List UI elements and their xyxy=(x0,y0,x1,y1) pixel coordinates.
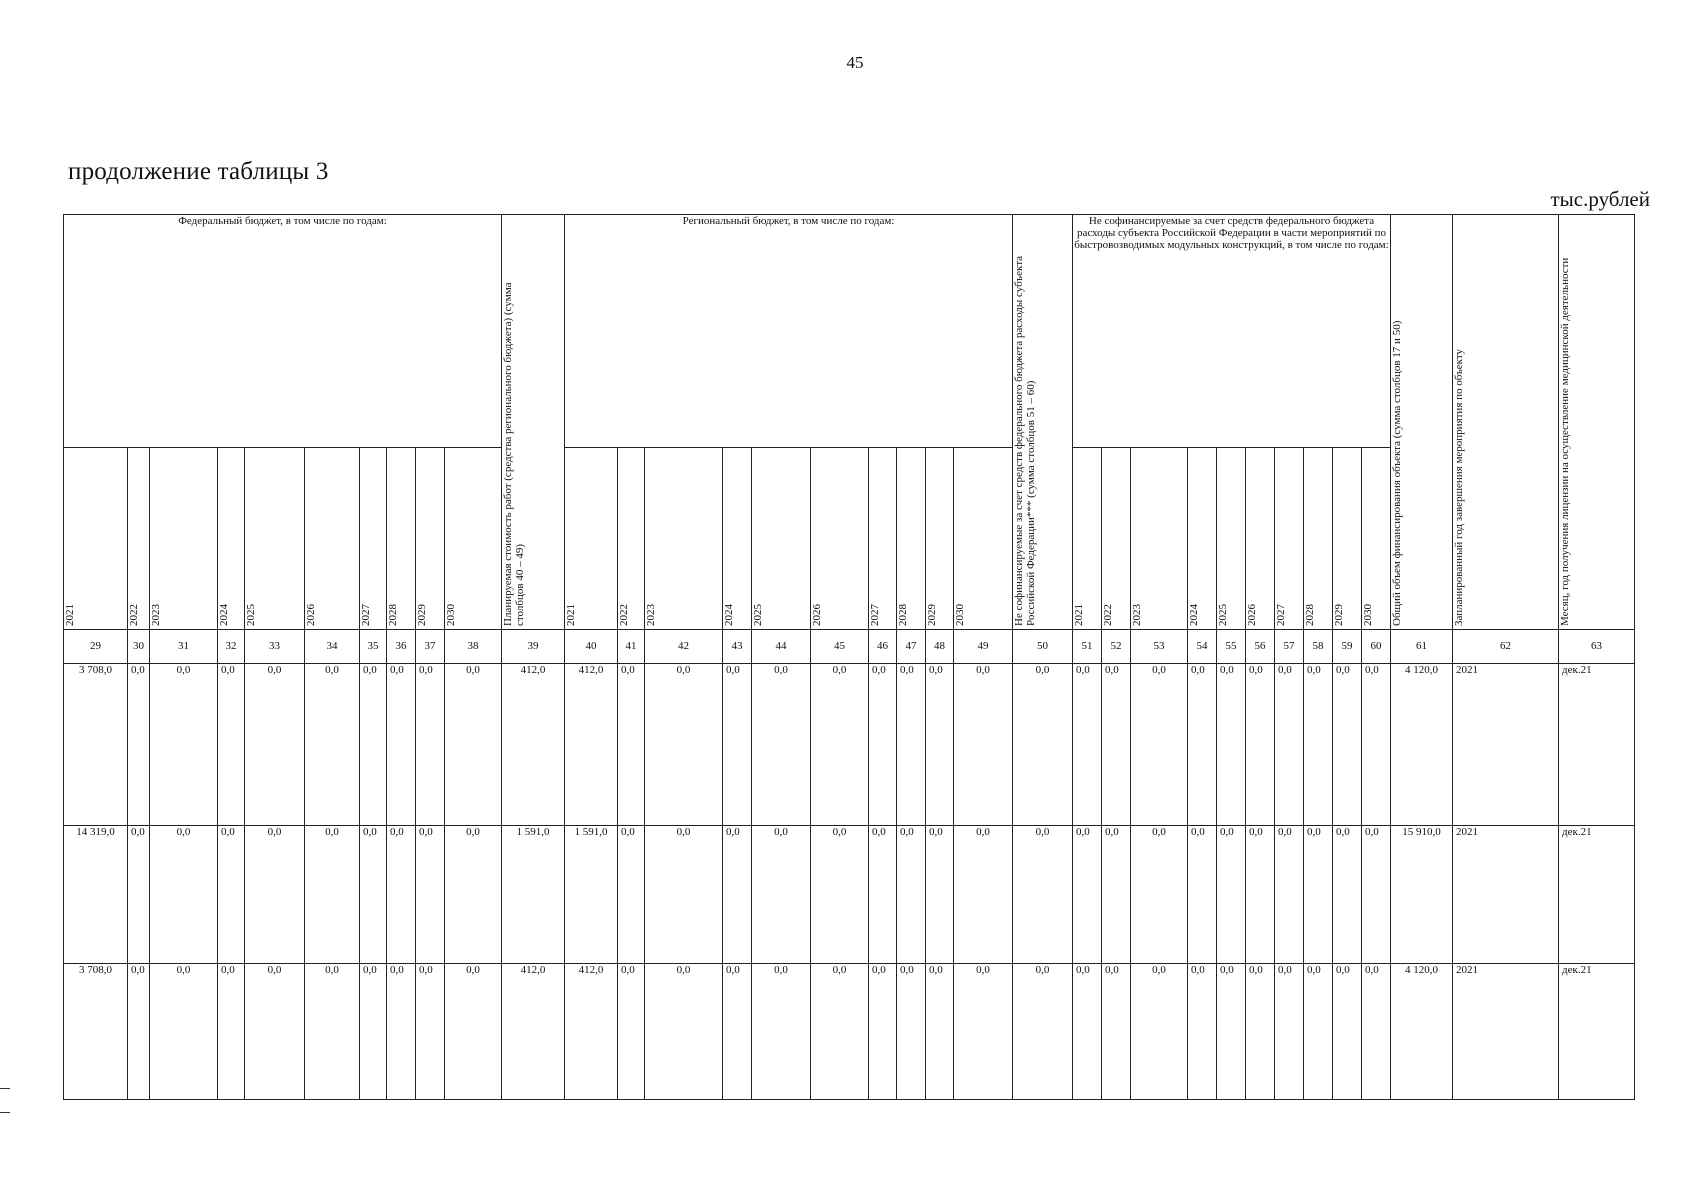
table-cell: 412,0 xyxy=(502,964,565,1100)
table-cell: 0,0 xyxy=(926,664,954,826)
budget-table xyxy=(63,214,1635,1100)
table-cell: 0,0 xyxy=(128,826,150,964)
column-number: 35 xyxy=(360,630,387,664)
table-cell: дек.21 xyxy=(1559,964,1635,1100)
column-number: 48 xyxy=(926,630,954,664)
not-cofinanced-year-header: 2022 xyxy=(1102,448,1131,630)
table-cell: 0,0 xyxy=(218,964,245,1100)
table-cell: дек.21 xyxy=(1559,664,1635,826)
regional-year-header: 2027 xyxy=(869,448,897,630)
not-cofinanced-year-header: 2021 xyxy=(1073,448,1102,630)
table-cell: 0,0 xyxy=(360,664,387,826)
table-cell: 0,0 xyxy=(387,664,416,826)
table-cell: 0,0 xyxy=(1333,664,1362,826)
table-cell: 3 708,0 xyxy=(64,664,128,826)
license-date-header: Месяц, год получения лицензии на осуществление медицинской деятельности xyxy=(1559,215,1635,630)
regional-year-header: 2022 xyxy=(618,448,645,630)
table-cell: 0,0 xyxy=(869,664,897,826)
column-number: 55 xyxy=(1217,630,1246,664)
table-cell: 1 591,0 xyxy=(502,826,565,964)
column-number: 63 xyxy=(1559,630,1635,664)
table-cell: 0,0 xyxy=(1073,826,1102,964)
column-number: 57 xyxy=(1275,630,1304,664)
table-cell: 0,0 xyxy=(811,964,869,1100)
planned-cost-header: Планируемая стоимость работ (средства регионального бюджета) (сумма столбцов 40 – 49) xyxy=(502,215,565,630)
federal-group-header: Федеральный бюджет, в том числе по годам: xyxy=(64,215,502,448)
table-cell: 0,0 xyxy=(245,664,305,826)
table-cell: 0,0 xyxy=(897,664,926,826)
column-number: 56 xyxy=(1246,630,1275,664)
table-row xyxy=(64,826,1635,964)
column-number: 51 xyxy=(1073,630,1102,664)
table-cell: 0,0 xyxy=(128,664,150,826)
federal-year-header: 2021 xyxy=(64,448,128,630)
regional-year-header: 2024 xyxy=(723,448,752,630)
table-cell: 0,0 xyxy=(150,664,218,826)
table-cell: 0,0 xyxy=(150,964,218,1100)
federal-year-header: 2030 xyxy=(445,448,502,630)
table-cell: 0,0 xyxy=(218,664,245,826)
table-cell: 0,0 xyxy=(1362,964,1391,1100)
federal-year-header: 2027 xyxy=(360,448,387,630)
table-cell: 3 708,0 xyxy=(64,964,128,1100)
table-cell: 0,0 xyxy=(1131,826,1188,964)
table-cell: 0,0 xyxy=(1333,964,1362,1100)
column-number: 62 xyxy=(1453,630,1559,664)
table-cell: 0,0 xyxy=(416,664,445,826)
not-cofinanced-year-header: 2023 xyxy=(1131,448,1188,630)
table-cell: 0,0 xyxy=(926,964,954,1100)
table-cell: 0,0 xyxy=(1102,664,1131,826)
table-cell: 0,0 xyxy=(645,826,723,964)
table-cell: 0,0 xyxy=(1013,664,1073,826)
table-cell: 0,0 xyxy=(305,826,360,964)
table-cell: 0,0 xyxy=(618,826,645,964)
table-cell: 0,0 xyxy=(1304,964,1333,1100)
table-cell: 0,0 xyxy=(954,664,1013,826)
table-cell: 0,0 xyxy=(445,664,502,826)
regional-year-header: 2021 xyxy=(565,448,618,630)
table-cell: 0,0 xyxy=(1217,964,1246,1100)
table-cell: 0,0 xyxy=(954,964,1013,1100)
table-cell: 2021 xyxy=(1453,664,1559,826)
table-cell: 0,0 xyxy=(752,664,811,826)
table-cell: 0,0 xyxy=(1304,664,1333,826)
regional-year-header: 2025 xyxy=(752,448,811,630)
table-cell: 0,0 xyxy=(1188,826,1217,964)
table-cell: 0,0 xyxy=(645,964,723,1100)
table-cell: 2021 xyxy=(1453,826,1559,964)
table-cell: 0,0 xyxy=(445,964,502,1100)
table-cell: 0,0 xyxy=(360,964,387,1100)
table-cell: 0,0 xyxy=(360,826,387,964)
regional-year-header: 2029 xyxy=(926,448,954,630)
column-number: 60 xyxy=(1362,630,1391,664)
table-cell: 14 319,0 xyxy=(64,826,128,964)
regional-year-header: 2026 xyxy=(811,448,869,630)
column-number: 61 xyxy=(1391,630,1453,664)
table-cell: 15 910,0 xyxy=(1391,826,1453,964)
table-cell: 0,0 xyxy=(387,964,416,1100)
table-row xyxy=(64,664,1635,826)
not-cofinanced-year-header: 2027 xyxy=(1275,448,1304,630)
not-cofinanced-year-header: 2028 xyxy=(1304,448,1333,630)
federal-year-header: 2024 xyxy=(218,448,245,630)
table-cell: 4 120,0 xyxy=(1391,664,1453,826)
table-cell: 0,0 xyxy=(752,826,811,964)
column-number: 58 xyxy=(1304,630,1333,664)
not-cofinanced-year-header: 2025 xyxy=(1217,448,1246,630)
column-number: 34 xyxy=(305,630,360,664)
table-cell: 0,0 xyxy=(305,664,360,826)
table-row xyxy=(64,964,1635,1100)
table-cell: 0,0 xyxy=(618,664,645,826)
table-cell: 4 120,0 xyxy=(1391,964,1453,1100)
regional-group-header: Региональный бюджет, в том числе по годам: xyxy=(565,215,1013,448)
table-cell: 412,0 xyxy=(502,664,565,826)
table-cell: 0,0 xyxy=(1275,964,1304,1100)
table-cell: 0,0 xyxy=(1275,826,1304,964)
table-cell: 0,0 xyxy=(387,826,416,964)
table-cell: 0,0 xyxy=(811,664,869,826)
table-cell: 0,0 xyxy=(1102,964,1131,1100)
column-number: 42 xyxy=(645,630,723,664)
table-cell: 0,0 xyxy=(1304,826,1333,964)
column-number: 29 xyxy=(64,630,128,664)
table-cell: 0,0 xyxy=(752,964,811,1100)
column-number: 52 xyxy=(1102,630,1131,664)
table-cell: 0,0 xyxy=(128,964,150,1100)
table-cell: 0,0 xyxy=(445,826,502,964)
column-number: 45 xyxy=(811,630,869,664)
not-cofinanced-group-header: Не софинансируемые за счет средств федерального бюджета расходы субъекта Российской Федерации в части мероприятий по быстровозводимых модульных конструкций, в том числе по годам: xyxy=(1073,215,1391,448)
column-number: 49 xyxy=(954,630,1013,664)
table-cell: 0,0 xyxy=(1362,664,1391,826)
table-cell: 0,0 xyxy=(1188,664,1217,826)
federal-year-header: 2028 xyxy=(387,448,416,630)
not-cofinanced-year-header: 2026 xyxy=(1246,448,1275,630)
column-number: 53 xyxy=(1131,630,1188,664)
table-cell: 0,0 xyxy=(1073,964,1102,1100)
margin-mark xyxy=(0,1112,10,1113)
not-cofinanced-year-header: 2024 xyxy=(1188,448,1217,630)
column-number: 37 xyxy=(416,630,445,664)
page-number: 45 xyxy=(846,53,864,72)
column-number: 31 xyxy=(150,630,218,664)
planned-year-header: Запланированный год завершения мероприятия по объекту xyxy=(1453,215,1559,630)
table-cell: 0,0 xyxy=(1073,664,1102,826)
table-cell: 0,0 xyxy=(723,826,752,964)
table-cell: 0,0 xyxy=(245,964,305,1100)
table-cell: 0,0 xyxy=(1131,664,1188,826)
table-cell: дек.21 xyxy=(1559,826,1635,964)
table-cell: 0,0 xyxy=(1013,964,1073,1100)
table-cell: 0,0 xyxy=(416,826,445,964)
regional-year-header: 2030 xyxy=(954,448,1013,630)
column-number: 50 xyxy=(1013,630,1073,664)
column-number: 40 xyxy=(565,630,618,664)
table-cell: 0,0 xyxy=(1102,826,1131,964)
table-cell: 0,0 xyxy=(1275,664,1304,826)
total-financing-header: Общий объем финансирования объекта (сумма столбцов 17 и 50) xyxy=(1391,215,1453,630)
table-cell: 0,0 xyxy=(1217,826,1246,964)
not-cofinanced-year-header: 2030 xyxy=(1362,448,1391,630)
table-cell: 0,0 xyxy=(723,964,752,1100)
table-cell: 2021 xyxy=(1453,964,1559,1100)
table-cell: 0,0 xyxy=(1246,964,1275,1100)
federal-year-header: 2023 xyxy=(150,448,218,630)
table-cell: 0,0 xyxy=(897,826,926,964)
table-cell: 412,0 xyxy=(565,964,618,1100)
table-cell: 0,0 xyxy=(811,826,869,964)
regional-year-header: 2028 xyxy=(897,448,926,630)
table-cell: 0,0 xyxy=(869,964,897,1100)
federal-year-header: 2026 xyxy=(305,448,360,630)
not-cofinanced-year-header: 2029 xyxy=(1333,448,1362,630)
table-cell: 0,0 xyxy=(897,964,926,1100)
column-number: 43 xyxy=(723,630,752,664)
column-number: 32 xyxy=(218,630,245,664)
table-cell: 0,0 xyxy=(645,664,723,826)
margin-mark xyxy=(0,1088,10,1089)
column-number: 44 xyxy=(752,630,811,664)
not-cofinanced-total-header: Не софинансируемые за счет средств федерального бюджета расходы субъекта Российской Федерации*** (сумма столбцов 51 – 60) xyxy=(1013,215,1073,630)
column-number: 46 xyxy=(869,630,897,664)
table-cell: 0,0 xyxy=(1131,964,1188,1100)
column-number: 30 xyxy=(128,630,150,664)
table-cell: 0,0 xyxy=(954,826,1013,964)
table-cell: 0,0 xyxy=(1013,826,1073,964)
column-number: 54 xyxy=(1188,630,1217,664)
table-cell: 0,0 xyxy=(1217,664,1246,826)
column-number-row xyxy=(64,630,1635,664)
column-number: 33 xyxy=(245,630,305,664)
table-cell: 0,0 xyxy=(618,964,645,1100)
table-cell: 0,0 xyxy=(1333,826,1362,964)
regional-year-header: 2023 xyxy=(645,448,723,630)
federal-year-header: 2025 xyxy=(245,448,305,630)
table-cell: 0,0 xyxy=(305,964,360,1100)
table-cell: 0,0 xyxy=(150,826,218,964)
column-number: 39 xyxy=(502,630,565,664)
column-number: 47 xyxy=(897,630,926,664)
table-cell: 0,0 xyxy=(926,826,954,964)
federal-year-header: 2029 xyxy=(416,448,445,630)
table-cell: 1 591,0 xyxy=(565,826,618,964)
column-number: 41 xyxy=(618,630,645,664)
table-cell: 0,0 xyxy=(1246,664,1275,826)
table-cell: 412,0 xyxy=(565,664,618,826)
column-number: 36 xyxy=(387,630,416,664)
table-cell: 0,0 xyxy=(245,826,305,964)
table-cell: 0,0 xyxy=(723,664,752,826)
table-cell: 0,0 xyxy=(218,826,245,964)
column-number: 38 xyxy=(445,630,502,664)
continuation-title: продолжение таблицы 3 xyxy=(68,158,329,185)
group-header-row xyxy=(64,215,1635,448)
table-cell: 0,0 xyxy=(1188,964,1217,1100)
federal-year-header: 2022 xyxy=(128,448,150,630)
units-label: тыс.рублей xyxy=(1550,187,1650,211)
table-cell: 0,0 xyxy=(416,964,445,1100)
table-cell: 0,0 xyxy=(869,826,897,964)
column-number: 59 xyxy=(1333,630,1362,664)
table-cell: 0,0 xyxy=(1362,826,1391,964)
table-cell: 0,0 xyxy=(1246,826,1275,964)
